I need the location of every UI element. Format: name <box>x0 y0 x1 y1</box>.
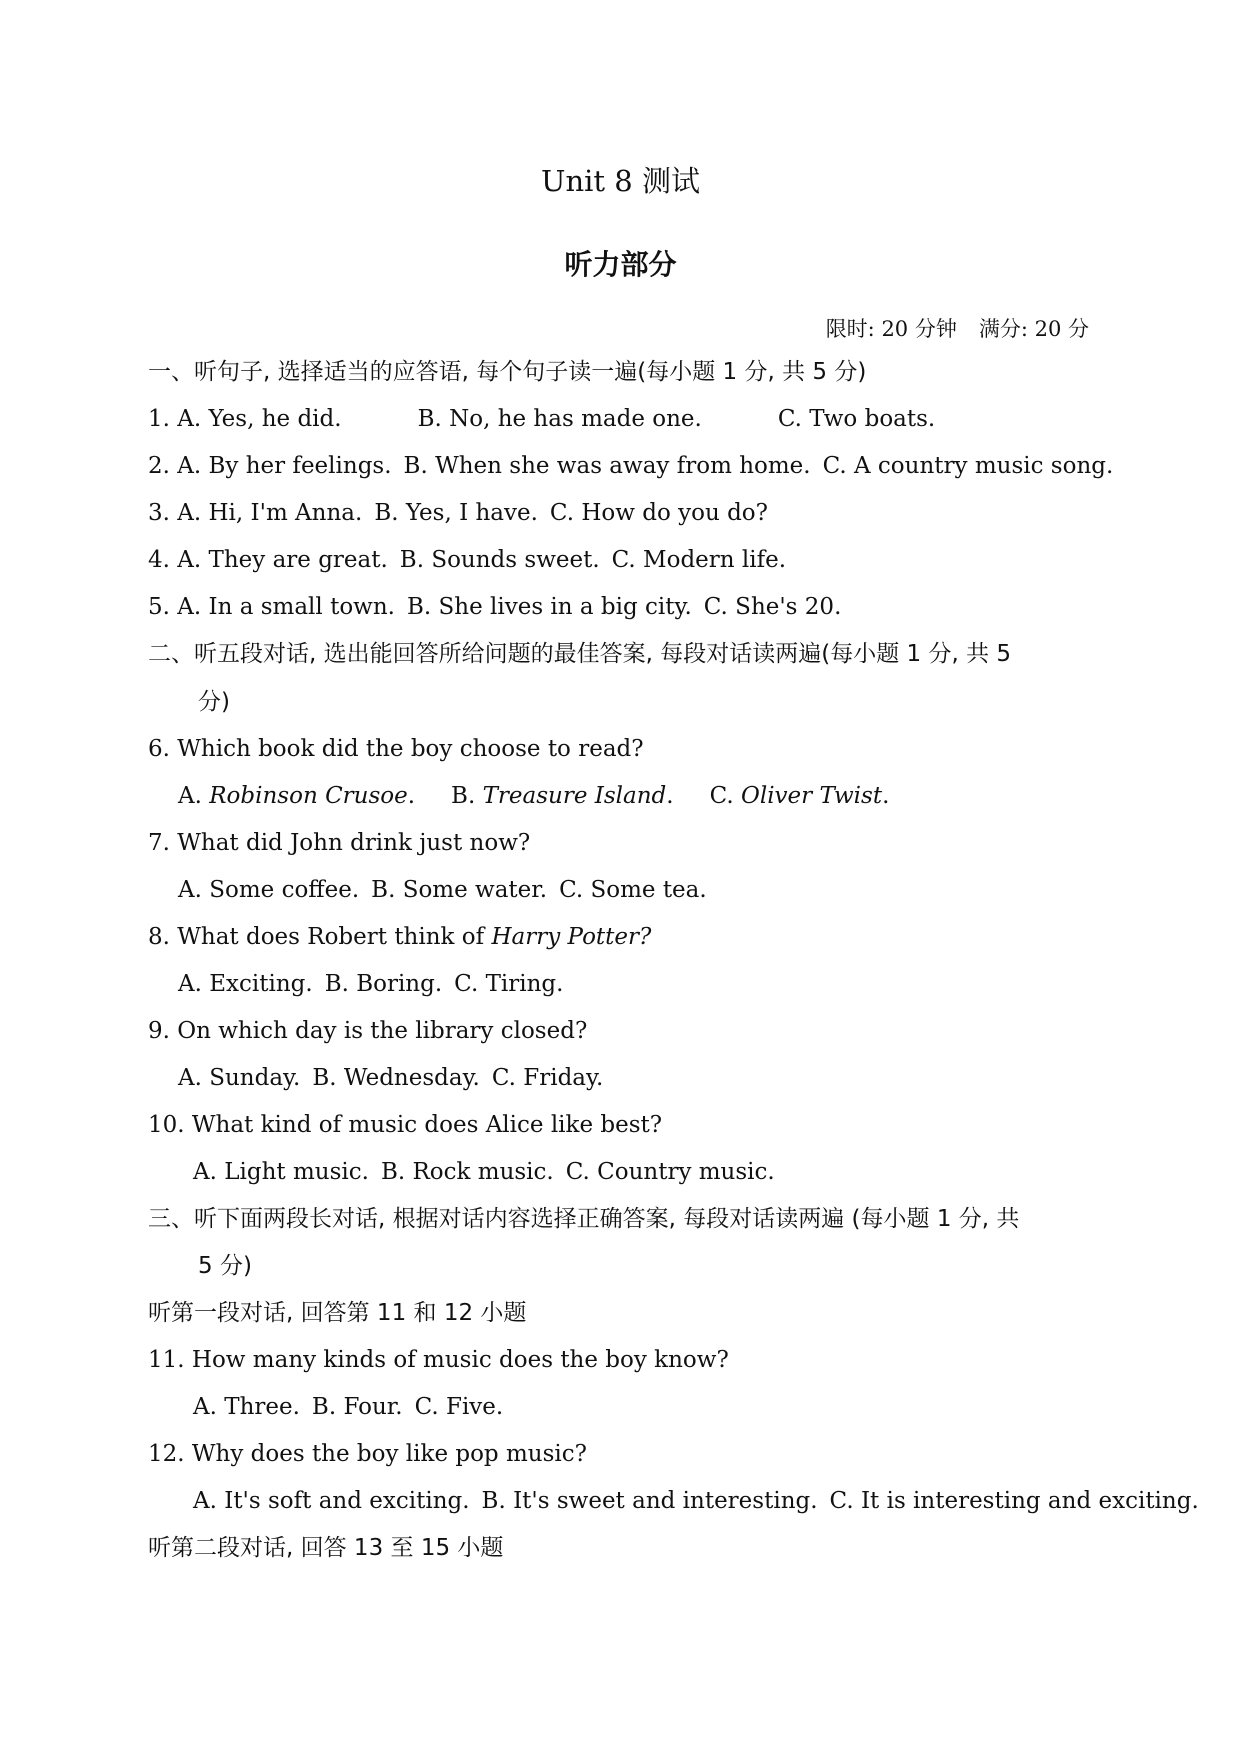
option-b: B. Four. <box>311 1394 403 1420</box>
option-c: C. Oliver Twist. <box>709 783 890 809</box>
option-c: C. How do you do? <box>549 500 768 526</box>
option-a: A. In a small town. <box>177 594 395 620</box>
question-10: 10. What kind of music does Alice like best? <box>148 1112 663 1138</box>
question-6: 6. Which book did the boy choose to read? <box>148 736 644 762</box>
option-a: A. Some coffee. <box>178 877 360 903</box>
option-a: A. They are great. <box>177 547 388 573</box>
dialogue-2-intro: 听第二段对话, 回答 13 至 15 小题 <box>148 1535 504 1561</box>
question-9: 9. On which day is the library closed? <box>148 1018 588 1044</box>
question-12: 12. Why does the boy like pop music? <box>148 1441 587 1467</box>
part2-heading: 二、听五段对话, 选出能回答所给问题的最佳答案, 每段对话读两遍(每小题 1 分, 共 5 <box>148 641 1012 667</box>
option-a: A. Sunday. <box>178 1065 301 1091</box>
question-8: 8. What does Robert think of Harry Potter? <box>148 924 652 950</box>
question-1 <box>148 403 935 435</box>
option-b: B. Wednesday. <box>312 1065 480 1091</box>
option-a: A. It's soft and exciting. <box>193 1488 470 1514</box>
option-a: A. By her feelings. <box>177 453 392 479</box>
question-11: 11. How many kinds of music does the boy know? <box>148 1347 729 1373</box>
option-c: C. Modern life. <box>611 547 787 573</box>
question-12-options <box>193 1485 1199 1517</box>
question-4 <box>148 544 786 576</box>
question-2 <box>148 450 1113 482</box>
option-c: C. It is interesting and exciting. <box>829 1488 1199 1514</box>
part1-heading: 一、听句子, 选择适当的应答语, 每个句子读一遍(每小题 1 分, 共 5 分) <box>148 359 867 385</box>
option-b: B. When she was away from home. <box>403 453 811 479</box>
time-limit: 限时: 20 分钟 <box>825 317 957 341</box>
part3-heading-continued: 5 分) <box>198 1253 252 1279</box>
option-c: C. Five. <box>414 1394 504 1420</box>
option-c: C. Country music. <box>565 1159 775 1185</box>
option-c: C. Tiring. <box>454 971 564 997</box>
book-title: Treasure Island <box>482 783 667 809</box>
option-c: C. Two boats. <box>777 406 936 432</box>
question-9-options <box>178 1062 603 1094</box>
question-number: 4. <box>148 547 170 573</box>
question-number: 5. <box>148 594 170 620</box>
option-b: B. Yes, I have. <box>374 500 538 526</box>
question-3 <box>148 497 768 529</box>
book-title: Robinson Crusoe <box>209 783 408 809</box>
option-b: B. No, he has made one. <box>417 406 702 432</box>
option-c: C. A country music song. <box>822 453 1114 479</box>
full-score: 满分: 20 分 <box>978 317 1089 341</box>
part2-heading-continued: 分) <box>198 689 230 715</box>
option-c: C. Some tea. <box>559 877 707 903</box>
option-a: A. Light music. <box>193 1159 369 1185</box>
book-title: Oliver Twist <box>740 783 883 809</box>
option-b: B. Rock music. <box>380 1159 554 1185</box>
exam-meta <box>826 314 1089 344</box>
question-7: 7. What did John drink just now? <box>148 830 531 856</box>
question-7-options <box>178 874 707 906</box>
option-b: B. Sounds sweet. <box>399 547 600 573</box>
option-b: B. She lives in a big city. <box>406 594 692 620</box>
question-5 <box>148 591 841 623</box>
question-10-options <box>193 1156 775 1188</box>
option-b: B. Some water. <box>371 877 548 903</box>
option-a: A. Three. <box>193 1394 300 1420</box>
question-6-options <box>178 780 889 812</box>
option-a: A. Robinson Crusoe. <box>178 783 416 809</box>
option-a: A. Hi, I'm Anna. <box>177 500 363 526</box>
option-b: B. Boring. <box>324 971 443 997</box>
book-title: Harry Potter? <box>491 924 652 950</box>
unit-title: Unit 8 测试 <box>541 164 700 198</box>
option-c: C. She's 20. <box>703 594 842 620</box>
option-b: B. Treasure Island. <box>451 783 674 809</box>
option-c: C. Friday. <box>491 1065 604 1091</box>
option-a: A. Yes, he did. <box>177 406 342 432</box>
dialogue-1-intro: 听第一段对话, 回答第 11 和 12 小题 <box>148 1300 527 1326</box>
option-a: A. Exciting. <box>178 971 313 997</box>
question-11-options <box>193 1391 503 1423</box>
option-b: B. It's sweet and interesting. <box>481 1488 818 1514</box>
question-number: 1. <box>148 406 170 432</box>
section-title: 听力部分 <box>564 248 677 281</box>
part3-heading: 三、听下面两段长对话, 根据对话内容选择正确答案, 每段对话读两遍 (每小题 1 分, 共 <box>148 1206 1020 1232</box>
question-number: 2. <box>148 453 170 479</box>
question-number: 3. <box>148 500 170 526</box>
question-8-options <box>178 968 563 1000</box>
